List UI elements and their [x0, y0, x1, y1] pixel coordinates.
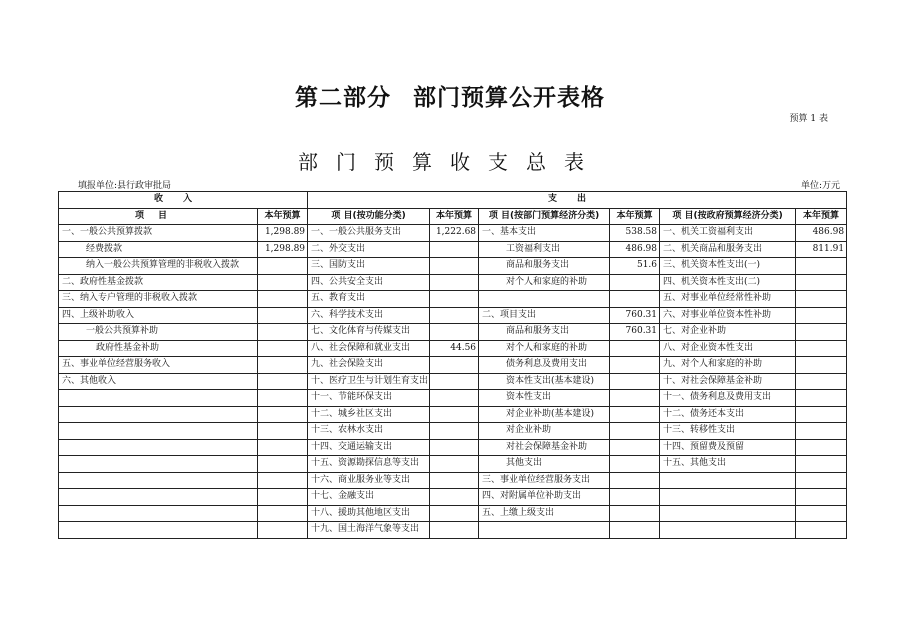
income-budget-cell — [258, 505, 308, 522]
dept-econ-budget-cell — [610, 456, 660, 473]
func-item-cell: 十四、交通运输支出 — [308, 439, 430, 456]
dept-econ-item-cell: 资本性支出 — [479, 390, 610, 407]
gov-econ-budget-cell: 811.91 — [796, 241, 847, 258]
income-item-cell — [59, 505, 258, 522]
gov-econ-budget-cell — [796, 291, 847, 308]
gov-econ-budget-header: 本年预算 — [796, 208, 847, 225]
budget-summary-table — [58, 191, 847, 539]
table-row — [59, 307, 847, 324]
func-budget-cell — [430, 472, 479, 489]
main-title: 部门预算收支总表 — [298, 150, 602, 174]
dept-econ-item-cell: 商品和服务支出 — [479, 324, 610, 341]
income-item-cell: 纳入一般公共预算管理的非税收入拨款 — [59, 258, 258, 275]
income-budget-cell: 1,298.89 — [258, 225, 308, 242]
func-item-cell: 六、科学技术支出 — [308, 307, 430, 324]
income-budget-cell — [258, 307, 308, 324]
income-item-cell: 一般公共预算补助 — [59, 324, 258, 341]
func-item-cell: 十七、金融支出 — [308, 489, 430, 506]
func-budget-cell — [430, 390, 479, 407]
table-row — [59, 423, 847, 440]
income-item-cell — [59, 522, 258, 539]
dept-econ-item-cell — [479, 522, 610, 539]
table-row — [59, 357, 847, 374]
table-row — [59, 373, 847, 390]
func-budget-cell — [430, 456, 479, 473]
dept-econ-budget-cell — [610, 439, 660, 456]
table-row — [59, 258, 847, 275]
func-item-cell: 九、社会保险支出 — [308, 357, 430, 374]
func-item-cell: 四、公共安全支出 — [308, 274, 430, 291]
dept-econ-item-cell — [479, 291, 610, 308]
income-budget-cell: 1,298.89 — [258, 241, 308, 258]
dept-econ-budget-cell: 51.6 — [610, 258, 660, 275]
table-row — [59, 489, 847, 506]
gov-econ-item-cell: 二、机关商品和服务支出 — [660, 241, 796, 258]
func-budget-cell — [430, 373, 479, 390]
income-header: 收入 — [59, 192, 308, 209]
table-row — [59, 225, 847, 242]
gov-econ-budget-cell — [796, 258, 847, 275]
income-item-cell: 经费拨款 — [59, 241, 258, 258]
table-row — [59, 439, 847, 456]
dept-econ-item-cell: 对企业补助(基本建设) — [479, 406, 610, 423]
func-item-cell: 十二、城乡社区支出 — [308, 406, 430, 423]
gov-econ-item-cell: 十、对社会保障基金补助 — [660, 373, 796, 390]
gov-econ-budget-cell — [796, 439, 847, 456]
dept-econ-budget-cell: 760.31 — [610, 324, 660, 341]
dept-econ-item-cell: 其他支出 — [479, 456, 610, 473]
func-budget-cell: 44.56 — [430, 340, 479, 357]
table-row — [59, 505, 847, 522]
income-budget-cell — [258, 439, 308, 456]
gov-econ-budget-cell — [796, 307, 847, 324]
func-item-cell: 十六、商业服务业等支出 — [308, 472, 430, 489]
gov-econ-budget-cell — [796, 373, 847, 390]
dept-econ-item-cell: 资本性支出(基本建设) — [479, 373, 610, 390]
gov-econ-item-cell: 十一、债务利息及费用支出 — [660, 390, 796, 407]
gov-econ-item-cell: 十四、预留费及预留 — [660, 439, 796, 456]
dept-econ-budget-cell: 486.98 — [610, 241, 660, 258]
income-item-cell — [59, 406, 258, 423]
income-budget-cell — [258, 274, 308, 291]
dept-econ-item-cell: 对个人和家庭的补助 — [479, 274, 610, 291]
gov-econ-item-cell — [660, 472, 796, 489]
income-budget-cell — [258, 456, 308, 473]
table-row — [59, 274, 847, 291]
income-item-cell — [59, 390, 258, 407]
gov-econ-budget-cell — [796, 340, 847, 357]
dept-econ-item-cell: 一、基本支出 — [479, 225, 610, 242]
func-class-header: 项 目(按功能分类) — [308, 208, 430, 225]
gov-econ-budget-cell: 486.98 — [796, 225, 847, 242]
dept-econ-budget-cell — [610, 522, 660, 539]
income-budget-header: 本年预算 — [258, 208, 308, 225]
gov-econ-item-cell: 七、对企业补助 — [660, 324, 796, 341]
currency-unit: 单位:万元 — [800, 181, 840, 191]
func-item-cell: 八、社会保障和就业支出 — [308, 340, 430, 357]
dept-econ-item-cell: 对个人和家庭的补助 — [479, 340, 610, 357]
func-budget-cell: 1,222.68 — [430, 225, 479, 242]
income-budget-cell — [258, 390, 308, 407]
income-item-cell — [59, 439, 258, 456]
income-item-cell — [59, 456, 258, 473]
func-budget-cell — [430, 324, 479, 341]
gov-econ-budget-cell — [796, 357, 847, 374]
gov-econ-item-cell: 十二、债务还本支出 — [660, 406, 796, 423]
gov-econ-item-cell — [660, 505, 796, 522]
gov-econ-budget-cell — [796, 274, 847, 291]
income-item-cell: 五、事业单位经营服务收入 — [59, 357, 258, 374]
dept-econ-budget-cell — [610, 489, 660, 506]
income-item-cell: 一、一般公共预算拨款 — [59, 225, 258, 242]
func-budget-cell — [430, 258, 479, 275]
gov-econ-budget-cell — [796, 456, 847, 473]
header-row-group — [59, 192, 847, 209]
func-item-cell: 五、教育支出 — [308, 291, 430, 308]
part-title-number: 第二部分 — [295, 85, 391, 111]
income-budget-cell — [258, 258, 308, 275]
gov-econ-item-cell: 三、机关资本性支出(一) — [660, 258, 796, 275]
expense-header: 支出 — [308, 192, 847, 209]
dept-econ-item-cell: 二、项目支出 — [479, 307, 610, 324]
income-budget-cell — [258, 291, 308, 308]
gov-econ-item-cell — [660, 522, 796, 539]
gov-econ-item-cell: 十五、其他支出 — [660, 456, 796, 473]
func-item-cell: 一、一般公共服务支出 — [308, 225, 430, 242]
income-budget-cell — [258, 406, 308, 423]
dept-econ-item-cell: 对企业补助 — [479, 423, 610, 440]
gov-econ-budget-cell — [796, 505, 847, 522]
dept-econ-item-cell: 三、事业单位经营服务支出 — [479, 472, 610, 489]
gov-econ-item-cell: 八、对企业资本性支出 — [660, 340, 796, 357]
func-budget-cell — [430, 406, 479, 423]
gov-econ-budget-cell — [796, 406, 847, 423]
dept-econ-item-cell: 五、上缴上级支出 — [479, 505, 610, 522]
func-budget-cell — [430, 489, 479, 506]
gov-econ-budget-cell — [796, 423, 847, 440]
income-budget-cell — [258, 324, 308, 341]
income-item-cell: 六、其他收入 — [59, 373, 258, 390]
dept-econ-budget-cell — [610, 423, 660, 440]
gov-econ-budget-cell — [796, 489, 847, 506]
dept-econ-item-cell: 四、对附属单位补助支出 — [479, 489, 610, 506]
dept-econ-item-cell: 工资福利支出 — [479, 241, 610, 258]
income-item-cell: 四、上级补助收入 — [59, 307, 258, 324]
func-item-cell: 十五、资源勘探信息等支出 — [308, 456, 430, 473]
income-item-cell: 二、政府性基金拨款 — [59, 274, 258, 291]
gov-econ-budget-cell — [796, 472, 847, 489]
dept-econ-item-cell: 商品和服务支出 — [479, 258, 610, 275]
func-budget-cell — [430, 439, 479, 456]
table-row — [59, 456, 847, 473]
func-item-cell: 十三、农林水支出 — [308, 423, 430, 440]
income-budget-cell — [258, 489, 308, 506]
func-item-cell: 七、文化体育与传媒支出 — [308, 324, 430, 341]
func-budget-header: 本年预算 — [430, 208, 479, 225]
table-row — [59, 241, 847, 258]
gov-econ-item-cell: 六、对事业单位资本性补助 — [660, 307, 796, 324]
func-budget-cell — [430, 241, 479, 258]
func-item-cell: 三、国防支出 — [308, 258, 430, 275]
income-item-header: 项目 — [59, 208, 258, 225]
table-row — [59, 324, 847, 341]
income-budget-cell — [258, 357, 308, 374]
income-budget-cell — [258, 340, 308, 357]
func-item-cell: 十、医疗卫生与计划生育支出 — [308, 373, 430, 390]
part-title-name: 部门预算公开表格 — [413, 85, 605, 111]
table-row — [59, 340, 847, 357]
reporting-unit: 填报单位:县行政审批局 — [78, 181, 172, 191]
gov-econ-item-cell — [660, 489, 796, 506]
table-row — [59, 406, 847, 423]
gov-econ-budget-cell — [796, 390, 847, 407]
dept-econ-budget-cell: 760.31 — [610, 307, 660, 324]
func-budget-cell — [430, 522, 479, 539]
table-row — [59, 390, 847, 407]
func-budget-cell — [430, 291, 479, 308]
income-item-cell: 政府性基金补助 — [59, 340, 258, 357]
gov-econ-budget-cell — [796, 522, 847, 539]
income-budget-cell — [258, 373, 308, 390]
income-item-cell: 三、纳入专户管理的非税收入拨款 — [59, 291, 258, 308]
dept-econ-class-header: 项 目(按部门预算经济分类) — [479, 208, 610, 225]
income-item-cell — [59, 472, 258, 489]
income-item-cell — [59, 489, 258, 506]
table-row — [59, 291, 847, 308]
func-item-cell: 二、外交支出 — [308, 241, 430, 258]
gov-econ-item-cell: 一、机关工资福利支出 — [660, 225, 796, 242]
func-budget-cell — [430, 423, 479, 440]
header-row-columns — [59, 208, 847, 225]
table-row — [59, 472, 847, 489]
dept-econ-budget-cell — [610, 357, 660, 374]
gov-econ-budget-cell — [796, 324, 847, 341]
income-budget-cell — [258, 423, 308, 440]
income-budget-cell — [258, 472, 308, 489]
gov-econ-item-cell: 四、机关资本性支出(二) — [660, 274, 796, 291]
dept-econ-budget-cell — [610, 505, 660, 522]
table-body — [59, 225, 847, 539]
gov-econ-item-cell: 十三、转移性支出 — [660, 423, 796, 440]
gov-econ-item-cell: 五、对事业单位经常性补助 — [660, 291, 796, 308]
func-budget-cell — [430, 307, 479, 324]
dept-econ-budget-cell — [610, 406, 660, 423]
dept-econ-budget-cell — [610, 390, 660, 407]
dept-econ-budget-cell — [610, 373, 660, 390]
func-budget-cell — [430, 274, 479, 291]
dept-econ-budget-cell — [610, 291, 660, 308]
dept-econ-budget-cell — [610, 340, 660, 357]
func-item-cell: 十八、援助其他地区支出 — [308, 505, 430, 522]
dept-econ-budget-cell — [610, 472, 660, 489]
gov-econ-item-cell: 九、对个人和家庭的补助 — [660, 357, 796, 374]
part-title — [0, 79, 900, 112]
gov-econ-class-header: 项 目(按政府预算经济分类) — [660, 208, 796, 225]
dept-econ-budget-header: 本年预算 — [610, 208, 660, 225]
income-item-cell — [59, 423, 258, 440]
table-row — [59, 522, 847, 539]
table-number: 预算 1 表 — [789, 114, 828, 124]
dept-econ-budget-cell: 538.58 — [610, 225, 660, 242]
dept-econ-item-cell: 债务利息及费用支出 — [479, 357, 610, 374]
func-item-cell: 十一、节能环保支出 — [308, 390, 430, 407]
dept-econ-item-cell: 对社会保障基金补助 — [479, 439, 610, 456]
func-item-cell: 十九、国土海洋气象等支出 — [308, 522, 430, 539]
func-budget-cell — [430, 357, 479, 374]
func-budget-cell — [430, 505, 479, 522]
dept-econ-budget-cell — [610, 274, 660, 291]
income-budget-cell — [258, 522, 308, 539]
